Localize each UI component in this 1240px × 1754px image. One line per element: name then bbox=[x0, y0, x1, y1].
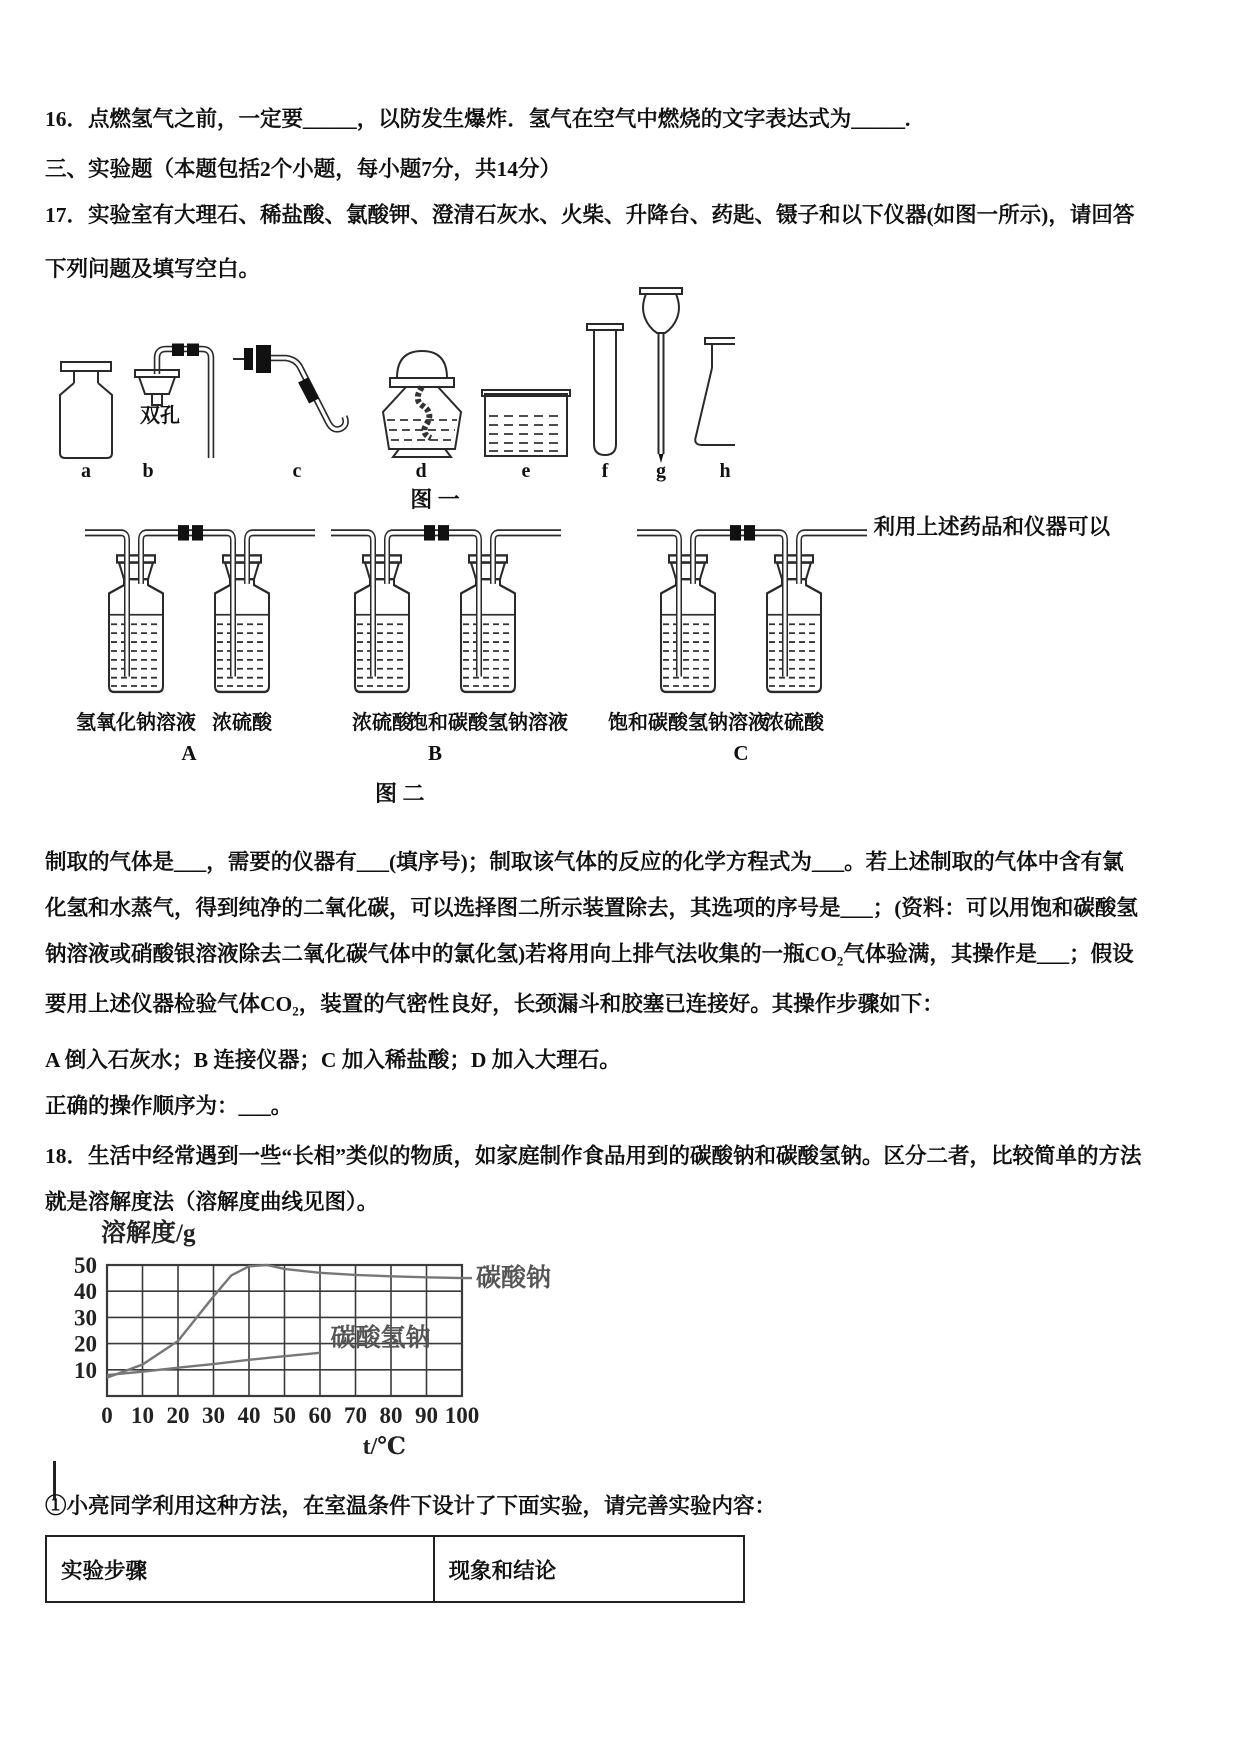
setup-C bbox=[608, 515, 867, 767]
svg-text:80: 80 bbox=[379, 1403, 403, 1428]
figure1-label-b: b bbox=[142, 460, 154, 482]
figure1-apparatus bbox=[45, 286, 1195, 513]
water-trough-icon bbox=[482, 390, 570, 456]
erlenmeyer-flask-icon bbox=[695, 338, 735, 445]
svg-text:碳酸氢钠: 碳酸氢钠 bbox=[330, 1325, 431, 1353]
figure1-label-f: f bbox=[601, 460, 609, 482]
svg-text:30: 30 bbox=[202, 1403, 225, 1428]
svg-text:100: 100 bbox=[444, 1403, 480, 1428]
solubility-chart bbox=[45, 1217, 1195, 1457]
gas-bottle-a-icon bbox=[60, 362, 112, 458]
question-17-intro-line1: 17．实验室有大理石、稀盐酸、氯酸钾、澄清石灰水、火柴、升降台、药匙、镊子和以下仪器(如图一所示)，请回答 bbox=[45, 203, 1135, 227]
question-16: 16．点燃氢气之前，一定要_____，以防发生爆炸．氢气在空气中燃烧的文字表达式为_____. bbox=[45, 107, 911, 131]
long-neck-funnel-icon bbox=[640, 288, 682, 463]
setup-letter-A: A bbox=[181, 741, 197, 765]
bottle2-label: 浓硫酸 bbox=[212, 712, 272, 734]
section-3-heading: 三、实验题（本题包括2个小题，每小题7分，共14分） bbox=[45, 157, 562, 181]
double-hole-stopper-icon bbox=[135, 344, 211, 459]
q17-body-line2: 化氢和水蒸气，得到纯净的二氧化碳，可以选择图二所示装置除去，其选项的序号是___；(资料：可以用饱和碳酸氢 bbox=[45, 896, 1138, 920]
figure1-drawing bbox=[45, 286, 735, 486]
svg-text:20: 20 bbox=[74, 1331, 97, 1357]
figure2-setups bbox=[45, 515, 1195, 767]
bent-tube-icon bbox=[233, 345, 346, 429]
svg-text:0: 0 bbox=[101, 1403, 113, 1428]
setup-B bbox=[331, 515, 568, 767]
q17-body-line1: 制取的气体是___，需要的仪器有___(填序号)；制取该气体的反应的化学方程式为___。若上述制取的气体中含有氯 bbox=[45, 850, 1124, 874]
svg-text:10: 10 bbox=[131, 1403, 154, 1428]
figure1-label-e: e bbox=[521, 460, 531, 482]
bottle1-label: 饱和碳酸氢钠溶液 bbox=[608, 712, 768, 734]
figure1-label-h: h bbox=[719, 460, 731, 482]
alcohol-lamp-icon bbox=[383, 351, 461, 457]
question-18-line1: 18．生活中经常遇到一些“长相”类似的物质，如家庭制作食品用到的碳酸钠和碳酸氢钠。区分二者，比较简单的方法 bbox=[45, 1144, 1142, 1168]
side-note: 利用上述药品和仪器可以 bbox=[873, 515, 1110, 539]
svg-text:70: 70 bbox=[344, 1403, 367, 1428]
bottle2-label: 浓硫酸 bbox=[764, 712, 824, 734]
q17-body-line3: 钠溶液或硝酸银溶液除去二氧化碳气体中的氯化氢)若将用向上排气法收集的一瓶CO₂气体验满，其操作是___；假设 bbox=[45, 942, 1134, 966]
table-header-steps: 实验步骤 bbox=[46, 1536, 434, 1602]
setup-letter-B: B bbox=[427, 741, 443, 765]
setup-A bbox=[76, 515, 315, 767]
figure1-label-a: a bbox=[81, 460, 91, 482]
bottle1-label: 浓硫酸 bbox=[352, 712, 412, 734]
svg-text:50: 50 bbox=[74, 1253, 97, 1278]
q17-order-line: 正确的操作顺序为：___。 bbox=[45, 1094, 293, 1118]
svg-text:40: 40 bbox=[237, 1403, 261, 1428]
washing-bottles-icon bbox=[331, 515, 561, 705]
question-18-line2: 就是溶解度法（溶解度曲线见图）。 bbox=[45, 1190, 379, 1214]
table-header-observation: 现象和结论 bbox=[434, 1536, 744, 1602]
question-17-intro-line2: 下列问题及填写空白。 bbox=[45, 257, 261, 281]
svg-text:50: 50 bbox=[273, 1403, 296, 1428]
svg-text:60: 60 bbox=[308, 1403, 332, 1428]
q18-note: ①小亮同学利用这种方法，在室温条件下设计了下面实验，请完善实验内容： bbox=[45, 1494, 777, 1518]
solubility-curve-svg bbox=[45, 1217, 590, 1457]
washing-bottles-icon bbox=[637, 515, 867, 705]
svg-text:溶解度/g: 溶解度/g bbox=[101, 1220, 196, 1247]
stopper-label: 双孔 bbox=[140, 405, 180, 427]
q17-steps-line: A 倒入石灰水；B 连接仪器；C 加入稀盐酸；D 加入大理石。 bbox=[45, 1048, 621, 1072]
svg-text:30: 30 bbox=[74, 1305, 97, 1331]
svg-text:40: 40 bbox=[74, 1279, 97, 1305]
figure1-label-c: c bbox=[292, 460, 302, 482]
figure1-label-g: g bbox=[656, 460, 666, 482]
washing-bottles-icon bbox=[85, 515, 315, 705]
setup-letter-C: C bbox=[733, 741, 749, 765]
experiment-table bbox=[45, 1535, 745, 1603]
figure1-caption: 图 一 bbox=[410, 487, 460, 512]
figure1-label-d: d bbox=[415, 460, 427, 482]
svg-text:10: 10 bbox=[74, 1357, 97, 1383]
table-row bbox=[46, 1536, 744, 1602]
figure2-caption: 图 二 bbox=[375, 781, 425, 806]
svg-text:碳酸钠: 碳酸钠 bbox=[476, 1265, 552, 1293]
test-tube-icon bbox=[587, 324, 623, 455]
svg-text:t/℃: t/℃ bbox=[362, 1434, 407, 1457]
q17-body-line4: 要用上述仪器检验气体CO₂，装置的气密性良好，长颈漏斗和胶塞已连接好。其操作步骤如下： bbox=[45, 992, 944, 1016]
bottle1-label: 氢氧化钠溶液 bbox=[76, 712, 196, 734]
svg-text:90: 90 bbox=[415, 1403, 438, 1428]
svg-text:20: 20 bbox=[166, 1403, 190, 1428]
bottle2-label: 饱和碳酸氢钠溶液 bbox=[408, 712, 568, 734]
